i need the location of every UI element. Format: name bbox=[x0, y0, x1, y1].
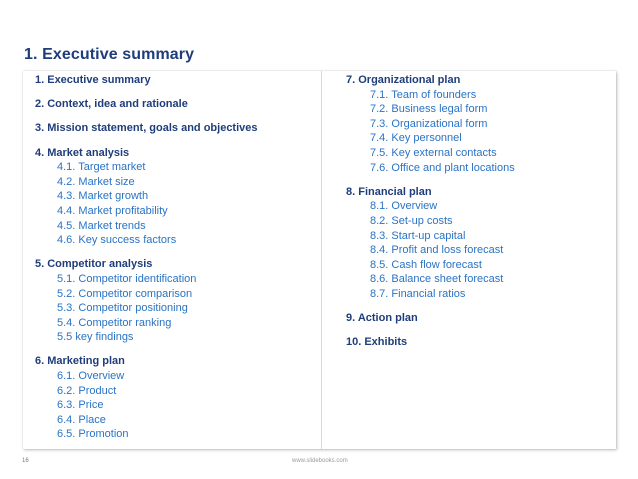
toc-subitem: 4.3. Market growth bbox=[57, 190, 149, 203]
toc-subitem: 5.5 key findings bbox=[57, 331, 134, 344]
toc-left-column bbox=[35, 73, 258, 452]
toc-subitem: 4.1. Target market bbox=[57, 161, 146, 174]
toc-section-title: 7. Organizational plan bbox=[346, 74, 461, 86]
toc-subitem: 5.4. Competitor ranking bbox=[57, 316, 172, 329]
toc-subitem: 8.6. Balance sheet forecast bbox=[370, 273, 504, 286]
toc-section bbox=[346, 311, 515, 326]
toc-subitem: 7.2. Business legal form bbox=[370, 103, 488, 116]
toc-section bbox=[35, 146, 258, 248]
toc-subitem: 6.3. Price bbox=[57, 399, 104, 412]
toc-subitem: 4.4. Market profitability bbox=[57, 204, 168, 217]
footer-url: www.slidebooks.com bbox=[292, 458, 348, 464]
toc-section-title: 5. Competitor analysis bbox=[35, 258, 153, 271]
toc-section-title: 1. Executive summary bbox=[35, 74, 151, 86]
toc-right-column bbox=[346, 73, 515, 359]
toc-subitem: 8.4. Profit and loss forecast bbox=[370, 244, 504, 257]
toc-section-title: 6. Marketing plan bbox=[35, 355, 125, 368]
toc-subitem: 5.3. Competitor positioning bbox=[57, 302, 188, 315]
toc-subitem: 5.1. Competitor identification bbox=[57, 272, 197, 285]
toc-section-title: 3. Mission statement, goals and objectives bbox=[35, 122, 258, 135]
toc-subitem: 5.2. Competitor comparison bbox=[57, 287, 193, 300]
toc-subitem: 4.2. Market size bbox=[57, 175, 135, 188]
toc-section bbox=[35, 354, 258, 442]
toc-section bbox=[346, 73, 515, 175]
toc-section bbox=[35, 257, 258, 345]
toc-subitem: 8.3. Start-up capital bbox=[370, 229, 466, 242]
toc-subitem: 6.1. Overview bbox=[57, 370, 125, 383]
toc-subitem: 6.5. Promotion bbox=[57, 428, 129, 441]
slide-title: 1. Executive summary bbox=[24, 46, 195, 63]
toc-subitem: 7.5. Key external contacts bbox=[370, 146, 497, 159]
toc-subitem: 8.1. Overview bbox=[370, 200, 438, 213]
toc-subitem: 8.5. Cash flow forecast bbox=[370, 258, 482, 271]
toc-subitem: 8.2. Set-up costs bbox=[370, 214, 453, 227]
toc-section bbox=[35, 73, 258, 88]
toc-subitem: 6.2. Product bbox=[57, 384, 117, 397]
toc-subitem: 4.5. Market trends bbox=[57, 219, 146, 232]
toc-section bbox=[346, 335, 515, 350]
toc-section-title: 4. Market analysis bbox=[35, 146, 130, 159]
toc-subitem: 7.4. Key personnel bbox=[370, 132, 462, 145]
page-number: 16 bbox=[22, 458, 29, 464]
toc-section bbox=[35, 121, 258, 136]
toc-subitem: 4.6. Key success factors bbox=[57, 234, 177, 247]
toc-subitem: 6.4. Place bbox=[57, 413, 106, 426]
toc-subitem: 7.3. Organizational form bbox=[370, 117, 488, 130]
toc-section-title: 9. Action plan bbox=[346, 312, 418, 325]
toc-section bbox=[346, 185, 515, 302]
toc-section-title: 8. Financial plan bbox=[346, 185, 432, 198]
toc-subitem: 8.7. Financial ratios bbox=[370, 287, 466, 300]
toc-section bbox=[35, 97, 258, 112]
toc-section-title: 2. Context, idea and rationale bbox=[35, 98, 188, 111]
toc-subitem: 7.6. Office and plant locations bbox=[370, 161, 515, 174]
toc-section-title: 10. Exhibits bbox=[346, 336, 408, 349]
toc-subitem: 7.1. Team of founders bbox=[370, 88, 477, 101]
column-divider bbox=[321, 71, 322, 449]
